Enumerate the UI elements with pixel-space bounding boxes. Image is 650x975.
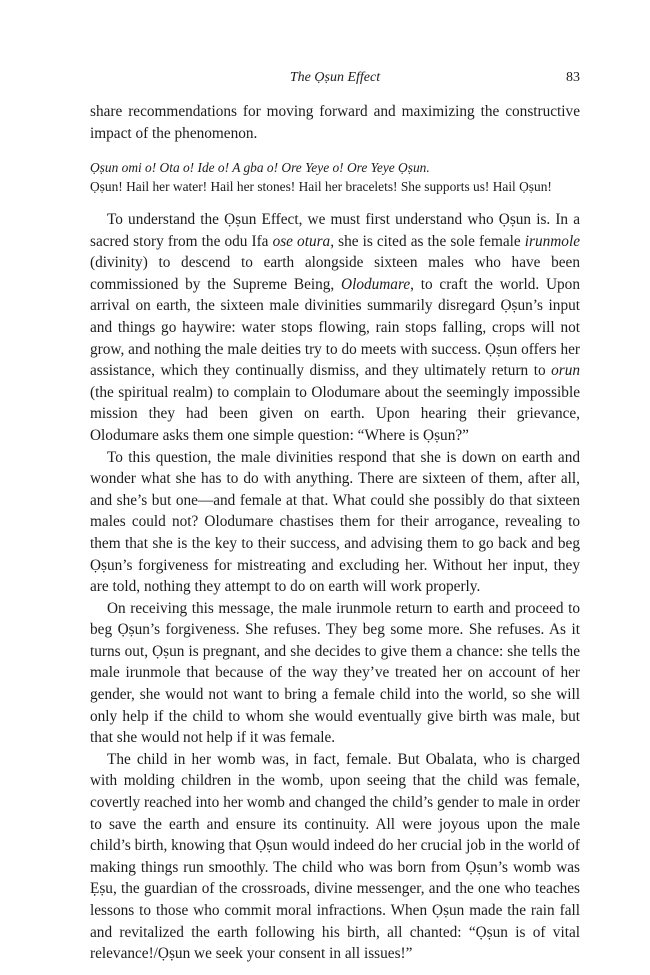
intro-paragraph-block <box>90 101 580 144</box>
body-text <box>90 209 580 965</box>
running-title: The Ọṣun Effect <box>289 70 381 85</box>
paragraph-1-text-g: , to craft the world. Upon arrival on earth, the sixteen male divinities summarily disregard Ọṣun’s input and things go haywire: water stops flowing, rain stops falling, crops will not grow, and nothing the male deities try to do meets with success. Ọṣun offers her assistance, which they continually dismiss, and they ultimately return to <box>90 275 580 380</box>
paragraph-1-text-c: , she is cited as the sole female <box>330 232 525 250</box>
invocation-yoruba: Ọṣun omi o! Ota o! Ide o! A gba o! Ore Yeye o! Ore Yeye Ọṣun. <box>90 160 430 175</box>
invocation <box>90 158 580 196</box>
paragraph-1-text-e: (divinity) to descend to earth alongside sixteen males who have been commissioned by the Supreme Being, <box>90 254 580 293</box>
paragraph-1 <box>90 209 580 447</box>
term-irunmole: irunmole <box>524 232 581 250</box>
invocation-english: Ọṣun! Hail her water! Hail her stones! Hail her bracelets! She supports us! Hail Ọṣun! <box>90 179 552 194</box>
paragraph-2: To this question, the male divinities respond that she is down on earth and wonder what she has to do with anything. There are sixteen of them, after all, and she’s but one—and female at that. What could she possibly do that sixteen males could not? Olodumare chastises them for their arrogance, revealing to them that she is the key to their success, and advising them to go back and beg Ọṣun’s forgiveness for mistreating and excluding her. Without her input, they are told, nothing they attempt to do on earth will work properly. <box>90 448 580 596</box>
paragraph-3: On receiving this message, the male irunmole return to earth and proceed to beg Ọṣun’s forgiveness. She refuses. They beg some more. She refuses. As it turns out, Ọṣun is pregnant, and she decides to give them a chance: she tells the male irunmole that because of the way they’ve treated her on account of her gender, she would not want to bring a female child into the world, so she will only help if the child to whom she would eventually give birth was male, but that she would not help if it was female. <box>90 599 580 747</box>
paragraph-1-text-a: To understand the Ọṣun Effect, we must first understand who Ọṣun is. In a sacred story from the odu Ifa <box>90 211 580 250</box>
page-number: 83 <box>566 70 580 85</box>
term-orun: orun <box>551 362 580 380</box>
running-head <box>90 70 580 90</box>
name-olodumare: Olodumare <box>341 275 411 293</box>
odu-name-ose-otura: ose otura <box>272 232 331 250</box>
paragraph-1-text-i: (the spiritual realm) to complain to Olodumare about the seemingly impossible mission they had been given on earth. Upon hearing their grievance, Olodumare asks them one simple question: “Where is Ọṣun?” <box>90 383 580 444</box>
paragraph-4: The child in her womb was, in fact, female. But Obalata, who is charged with molding children in the womb, upon seeing that the child was female, covertly reached into her womb and changed the child’s gender to male in order to save the earth and ensure its continuity. All were joyous upon the male child’s birth, knowing that Ọṣun would indeed do her crucial job in the world of making things run smoothly. The child who was born from Ọṣun’s womb was Ẹṣu, the guardian of the crossroads, divine messenger, and the one who teaches lessons to those who commit moral infractions. When Ọṣun made the rain fall and revitalized the earth following his birth, all chanted: “Ọṣun is of vital relevance!/Ọṣun we seek your consent in all issues!” <box>90 750 580 963</box>
intro-paragraph: share recommendations for moving forward and maximizing the constructive impact of the phenomenon. <box>90 103 580 142</box>
